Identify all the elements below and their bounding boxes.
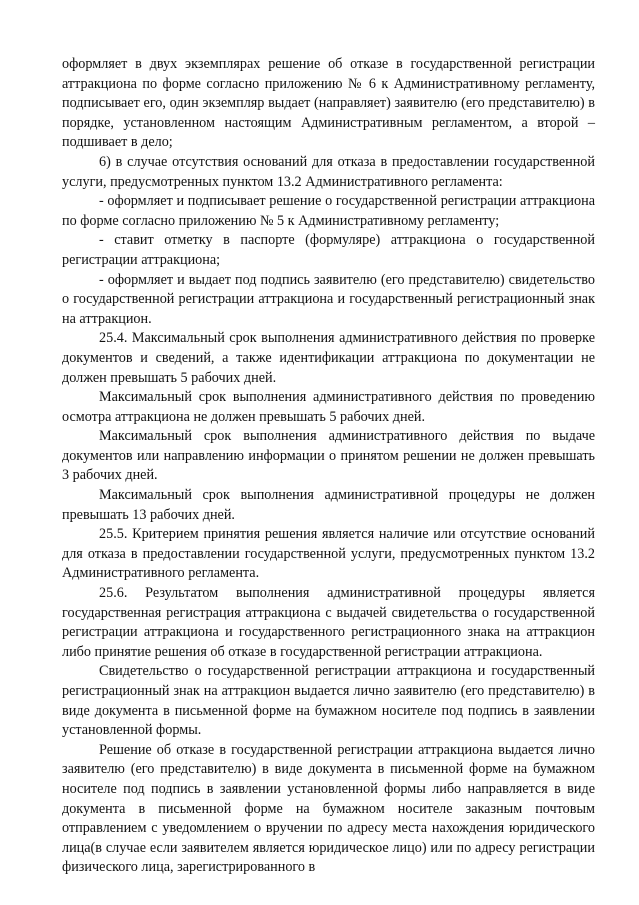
paragraph-25-4: 25.4. Максимальный срок выполнения административного действия по проверке документов и сведений, а также идентификации аттракциона по документации не должен превышать 5 рабочих дней.	[62, 330, 595, 386]
paragraph-25-5: 25.5. Критерием принятия решения является наличие или отсутствие оснований для отказа в предоставлении государственной услуги, предусмотренных пунктом 13.2 Административного регламента.	[62, 526, 595, 582]
paragraph-certificate-delivery: Свидетельство о государственной регистрации аттракциона и государственный регистрационный знак на аттракцион выдается лично заявителю (его представителю) в виде документа в письменной форме на бумажном носителе под подпись в заявлении установленной формы.	[62, 663, 595, 739]
paragraph-25-6: 25.6. Результатом выполнения административной процедуры является государственная регистрация аттракциона с выдачей свидетельства о государственной регистрации аттракциона и государственного регистрационного знака на аттракцион либо принятие решения об отказе в государственной регистрации аттракциона.	[62, 585, 595, 660]
document-page	[62, 55, 595, 878]
paragraph-issue-term: Максимальный срок выполнения административного действия по выдаче документов или направлению информации о принятом решении не должен превышать 3 рабочих дней.	[62, 428, 595, 484]
paragraph-inspection-term: Максимальный срок выполнения административного действия по проведению осмотра аттракциона не должен превышать 5 рабочих дней.	[62, 389, 595, 425]
paragraph-bullet-registration-decision: - оформляет и подписывает решение о государственной регистрации аттракциона по форме согласно приложению № 5 к Административному регламенту;	[62, 193, 595, 229]
paragraph-refusal-decision: оформляет в двух экземплярах решение об отказе в государственной регистрации аттракциона по форме согласно приложению № 6 к Административному регламенту, подписывает его, один экземпляр выдает (направляет) заявителю (его представителю) в порядке, установленном настоящим Административным регламентом, а второй – подшивает в дело;	[62, 56, 595, 151]
paragraph-item-6: 6) в случае отсутствия оснований для отказа в предоставлении государственной услуги, предусмотренных пунктом 13.2 Административного регламента:	[62, 153, 595, 190]
paragraph-procedure-term: Максимальный срок выполнения административной процедуры не должен превышать 13 рабочих дней.	[62, 487, 595, 523]
paragraph-bullet-certificate-issue: - оформляет и выдает под подпись заявителю (его представителю) свидетельство о государственной регистрации аттракциона и государственный регистрационный знак на аттракцион.	[62, 271, 595, 327]
paragraph-bullet-passport-mark: - ставит отметку в паспорте (формуляре) аттракциона о государственной регистрации аттракциона;	[62, 232, 595, 268]
paragraph-refusal-delivery: Решение об отказе в государственной регистрации аттракциона выдается лично заявителю (его представителю) в виде документа в письменной форме на бумажном носителе под подпись в заявлении установленной формы либо направляется в виде документа в письменной форме на бумажном носителе заказным почтовым отправлением с уведомлением о вручении по адресу места нахождения юридического лица(в случае если заявителем является юридическое лицо) или по адресу регистрации физического лица, зарегистрированного в	[62, 741, 595, 876]
